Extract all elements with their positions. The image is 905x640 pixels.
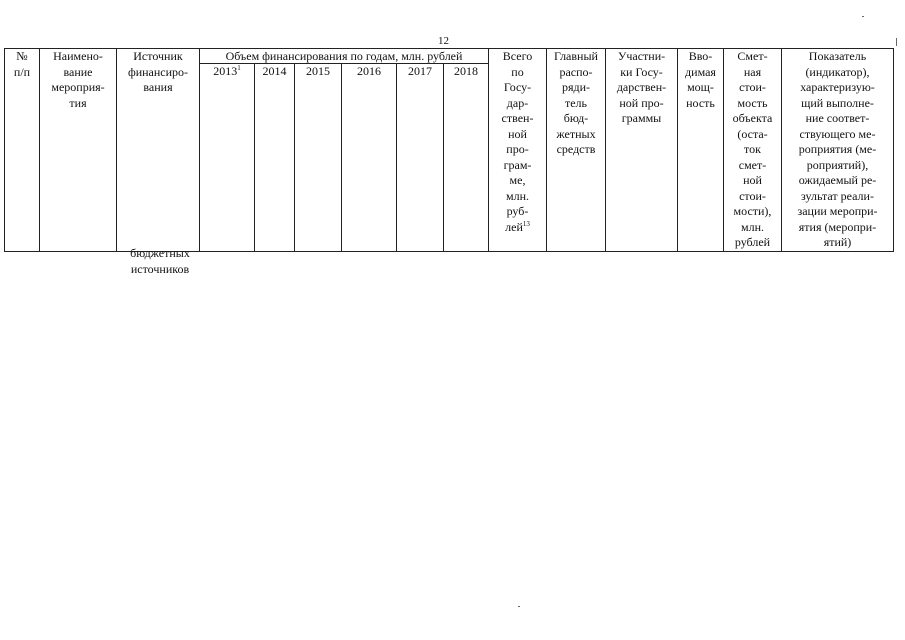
header-year-2018 [444, 64, 489, 251]
header-total-note: 13 [522, 219, 530, 228]
year-label: 2014 [262, 64, 287, 79]
header-year-2013 [200, 64, 255, 251]
year-label: 2015 [306, 64, 330, 79]
header-year-2015 [295, 64, 342, 251]
header-year-2017 [397, 64, 444, 251]
header-number: № п/п [5, 49, 40, 252]
header-participants: Участни- ки Госу- дарствен- ной про- граммы [606, 49, 678, 252]
continued-source-text: бюджетных источников [130, 246, 190, 276]
header-event-name: Наимено- вание мероприя- тия [40, 49, 117, 252]
header-total [489, 49, 547, 252]
year-label: 2013 [213, 64, 238, 79]
page-number: 12 [438, 35, 449, 47]
scan-speck [862, 16, 864, 17]
year-label: 2016 [357, 64, 381, 79]
header-year-2016 [342, 64, 397, 251]
year-note: 1 [237, 64, 241, 73]
scan-speck [518, 606, 520, 607]
header-estimated-cost: Смет- ная стои- мость объекта (оста- ток смет- ной стои- мости), млн. рублей [724, 49, 782, 252]
program-table [4, 48, 894, 252]
header-indicator: Показатель (индикатор), характеризую- щий выполне- ние соответ- ствующего ме- роприятия (ме- роприятий), ожидаемый ре- зультат реали- зации меропри- ятия (меропри- ятий) [782, 49, 894, 252]
scan-speck [896, 38, 897, 46]
header-year-2014 [255, 64, 295, 251]
header-funding-source: Источник финансиро- вания [117, 49, 200, 252]
header-funding-by-year: Объем финансирования по годам, млн. рублей [200, 49, 489, 64]
year-label: 2018 [454, 64, 478, 79]
year-label: 2017 [408, 64, 432, 79]
header-main-manager: Главный распо- ряди- тель бюд- жетных средств [547, 49, 606, 252]
header-capacity: Вво- димая мощ- ность [678, 49, 724, 252]
header-total-text: Всего по Госу- дар- ствен- ной про- грам- ме, млн. руб- лей [501, 49, 534, 234]
